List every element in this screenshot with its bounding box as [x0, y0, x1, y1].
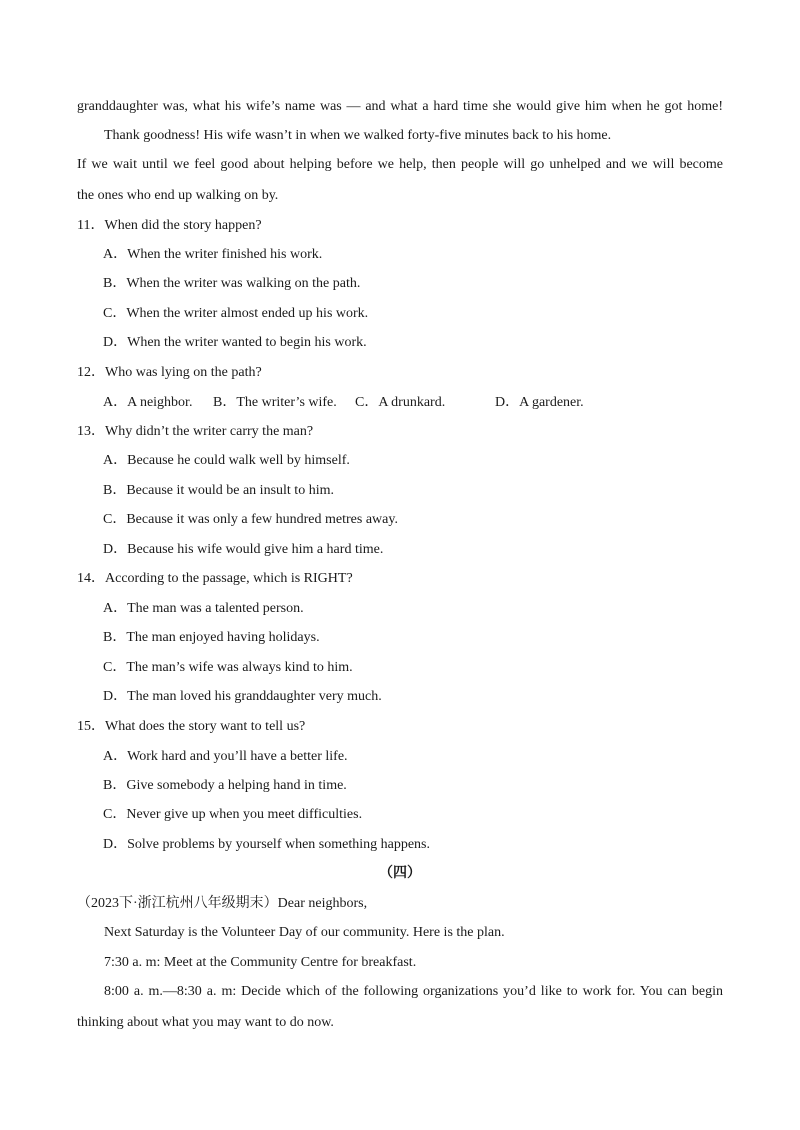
- answer-option: D．A gardener.: [495, 395, 584, 410]
- question-stem: 12．Who was lying on the path?: [77, 365, 262, 380]
- section-heading: （四）: [379, 866, 421, 881]
- section-source-line: （2023下·浙江杭州八年级期末）Dear neighbors,: [77, 896, 368, 911]
- answer-option: B．The man enjoyed having holidays.: [103, 630, 320, 645]
- letter-paragraph: 8:00 a. m.—8:30 a. m: Decide which of the following organizations you’d like to work for. You can begin: [104, 984, 723, 999]
- passage-paragraph-continuation: the ones who end up walking on by.: [77, 188, 279, 203]
- answer-option: D．When the writer wanted to begin his work.: [103, 335, 367, 350]
- passage-paragraph: If we wait until we feel good about helping before we help, then people will go unhelped and we will become: [77, 157, 723, 172]
- answer-option: B．The writer’s wife.: [213, 395, 337, 410]
- answer-option: C．The man’s wife was always kind to him.: [103, 660, 353, 675]
- answer-option: A．When the writer finished his work.: [103, 247, 323, 262]
- answer-option: A．Work hard and you’ll have a better life.: [103, 749, 348, 764]
- passage-paragraph: Thank goodness! His wife wasn’t in when we walked forty-five minutes back to his home.: [104, 128, 612, 143]
- answer-option: C．A drunkard.: [355, 395, 446, 410]
- answer-option: C．Because it was only a few hundred metres away.: [103, 512, 398, 527]
- answer-option: B．When the writer was walking on the path.: [103, 276, 361, 291]
- question-stem: 11．When did the story happen?: [77, 218, 262, 233]
- answer-option: B．Because it would be an insult to him.: [103, 483, 334, 498]
- answer-option: A．A neighbor.: [103, 395, 193, 410]
- question-stem: 15．What does the story want to tell us?: [77, 719, 306, 734]
- letter-paragraph: Next Saturday is the Volunteer Day of our community. Here is the plan.: [104, 925, 505, 940]
- answer-option: D．Solve problems by yourself when something happens.: [103, 837, 431, 852]
- answer-option: A．The man was a talented person.: [103, 601, 304, 616]
- passage-paragraph: granddaughter was, what his wife’s name was — and what a hard time she would give him when he got home!: [77, 99, 723, 114]
- answer-option: B．Give somebody a helping hand in time.: [103, 778, 347, 793]
- answer-option: D．Because his wife would give him a hard time.: [103, 542, 384, 557]
- answer-option: D．The man loved his granddaughter very much.: [103, 689, 382, 704]
- letter-paragraph: 7:30 a. m: Meet at the Community Centre for breakfast.: [104, 955, 417, 970]
- question-stem: 13．Why didn’t the writer carry the man?: [77, 424, 314, 439]
- question-stem: 14．According to the passage, which is RIGHT?: [77, 571, 353, 586]
- answer-option: C．Never give up when you meet difficulties.: [103, 807, 363, 822]
- answer-option: C．When the writer almost ended up his work.: [103, 306, 369, 321]
- letter-paragraph-continuation: thinking about what you may want to do now.: [77, 1015, 334, 1030]
- answer-option: A．Because he could walk well by himself.: [103, 453, 350, 468]
